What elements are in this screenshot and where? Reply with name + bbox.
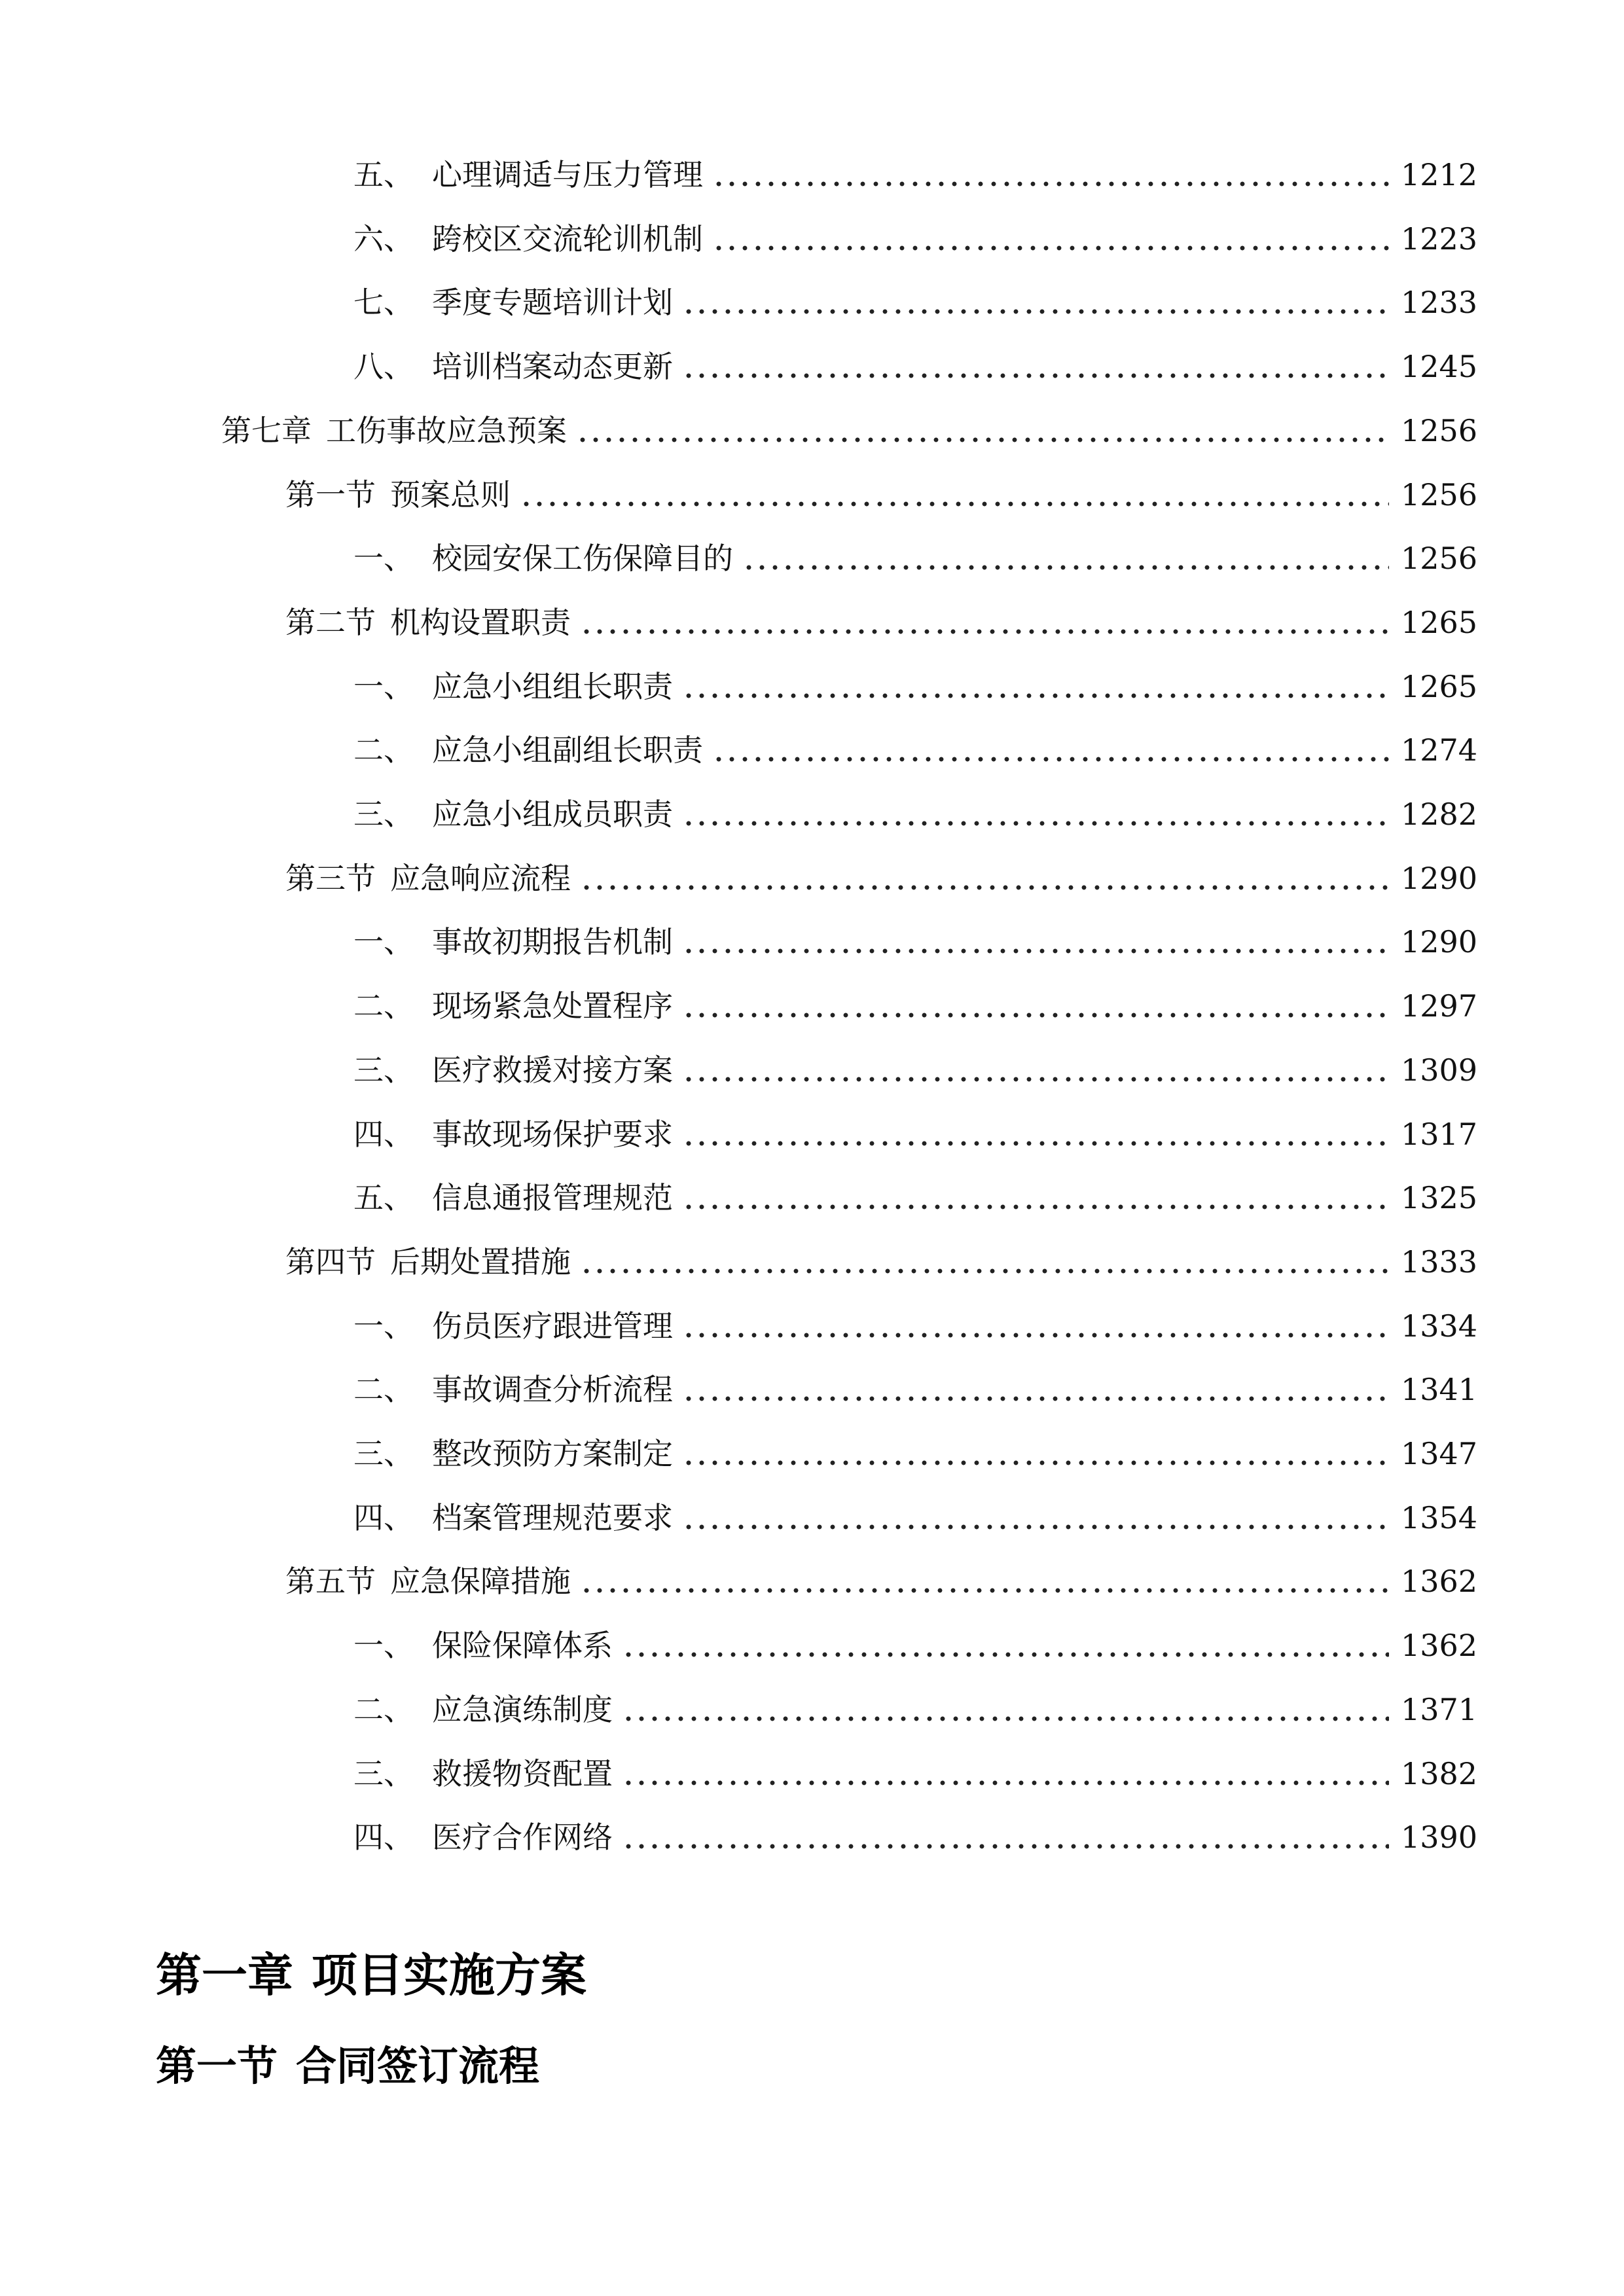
- toc-entry-page: 1371: [1401, 1691, 1478, 1727]
- toc-dot-leader: [682, 1332, 1389, 1338]
- toc-dot-leader: [742, 564, 1389, 571]
- toc-entry-title: 应急小组组长职责: [432, 668, 673, 704]
- toc-dot-leader: [580, 884, 1389, 891]
- toc-dot-leader: [682, 1140, 1389, 1147]
- toc-entry-number: 二、: [353, 1372, 414, 1408]
- toc-dot-leader: [580, 1268, 1389, 1274]
- toc-entry: [353, 1814, 1478, 1860]
- section-title: 合同签订流程: [296, 2042, 540, 2090]
- toc-entry-number: 五、: [353, 1180, 414, 1216]
- toc-entry-page: 1223: [1401, 221, 1478, 257]
- toc-dot-leader: [682, 1395, 1389, 1402]
- toc-entry-number: 一、: [353, 541, 414, 577]
- toc-entry-title: 档案管理规范要求: [432, 1499, 673, 1535]
- toc-entry-title: 现场紧急处置程序: [432, 988, 673, 1024]
- toc-dot-leader: [622, 1715, 1389, 1722]
- toc-entry: [353, 1495, 1478, 1541]
- toc-entry-page: 1265: [1401, 604, 1478, 640]
- toc-entry-page: 1317: [1401, 1116, 1478, 1152]
- toc-dot-leader: [576, 437, 1389, 443]
- toc-entry-title: 校园安保工伤保障目的: [432, 541, 733, 577]
- toc-entry-number: 四、: [353, 1116, 414, 1152]
- toc-entry: [353, 919, 1478, 965]
- toc-entry: [285, 1239, 1478, 1285]
- toc-entry: [353, 152, 1478, 198]
- toc-entry-page: 1290: [1401, 860, 1478, 896]
- toc-entry-title: 救援物资配置: [432, 1755, 613, 1791]
- toc-entry-page: 1212: [1401, 157, 1478, 192]
- section-number: 第一节: [156, 2042, 278, 2090]
- toc-entry-number: 一、: [353, 924, 414, 960]
- toc-dot-leader: [682, 1012, 1389, 1018]
- toc-entry: [353, 1303, 1478, 1349]
- toc-entry: [285, 472, 1478, 518]
- toc-entry-title: 事故初期报告机制: [432, 924, 673, 960]
- toc-dot-leader: [520, 501, 1389, 507]
- toc-dot-leader: [682, 948, 1389, 954]
- toc-entry-page: 1341: [1401, 1372, 1478, 1408]
- toc-dot-leader: [622, 1843, 1389, 1850]
- toc-entry-number: 八、: [353, 349, 414, 385]
- toc-entry-number: 三、: [353, 1436, 414, 1471]
- toc-dot-leader: [622, 1780, 1389, 1786]
- toc-entry-title: 医疗合作网络: [432, 1820, 613, 1856]
- toc-entry-title: 培训档案动态更新: [432, 349, 673, 385]
- toc-dot-leader: [682, 372, 1389, 379]
- toc-entry-title: 机构设置职责: [390, 604, 571, 640]
- toc-entry-title: 心理调适与压力管理: [432, 157, 703, 192]
- toc-entry: [353, 983, 1478, 1029]
- toc-entry: [353, 279, 1478, 325]
- chapter-title: 项目实施方案: [312, 1948, 586, 2002]
- toc-entry: [353, 791, 1478, 837]
- toc-entry: [353, 1431, 1478, 1477]
- toc-entry-page: 1333: [1401, 1244, 1478, 1280]
- toc-entry-number: 第四节: [285, 1244, 376, 1280]
- toc-entry-number: 三、: [353, 797, 414, 832]
- toc-entry: [285, 1558, 1478, 1604]
- toc-entry-title: 后期处置措施: [390, 1244, 571, 1280]
- toc-entry-page: 1282: [1401, 797, 1478, 832]
- toc-entry: [221, 408, 1478, 454]
- toc-entry: [353, 535, 1478, 581]
- toc-entry-page: 1274: [1401, 732, 1478, 768]
- toc-entry: [353, 727, 1478, 773]
- toc-entry-number: 六、: [353, 221, 414, 257]
- toc-entry-title: 预案总则: [390, 476, 511, 512]
- toc-entry-number: 三、: [353, 1052, 414, 1088]
- toc-entry-number: 三、: [353, 1755, 414, 1791]
- toc-entry-title: 应急保障措施: [390, 1564, 571, 1600]
- toc-entry-number: 二、: [353, 732, 414, 768]
- toc-entry-page: 1325: [1401, 1180, 1478, 1216]
- toc-dot-leader: [682, 1460, 1389, 1466]
- toc-entry-number: 第一节: [285, 476, 376, 512]
- toc-dot-leader: [682, 1524, 1389, 1530]
- toc-entry: [353, 1367, 1478, 1412]
- toc-dot-leader: [682, 692, 1389, 699]
- section-heading: [156, 2037, 539, 2096]
- toc-entry-number: 四、: [353, 1820, 414, 1856]
- toc-dot-leader: [682, 1076, 1389, 1083]
- toc-entry-title: 伤员医疗跟进管理: [432, 1308, 673, 1344]
- toc-dot-leader: [712, 756, 1389, 762]
- chapter-number: 第一章: [156, 1948, 293, 2002]
- toc-entry: [353, 1111, 1478, 1157]
- toc-entry: [353, 664, 1478, 709]
- toc-entry-title: 整改预防方案制定: [432, 1436, 673, 1471]
- toc-entry-page: 1290: [1401, 924, 1478, 960]
- toc-entry: [285, 600, 1478, 645]
- toc-entry-number: 一、: [353, 1628, 414, 1664]
- toc-entry: [353, 1687, 1478, 1732]
- toc-entry-number: 第二节: [285, 604, 376, 640]
- toc-entry-number: 第五节: [285, 1564, 376, 1600]
- toc-entry-title: 信息通报管理规范: [432, 1180, 673, 1216]
- toc-entry-page: 1382: [1401, 1755, 1478, 1791]
- toc-entry-number: 二、: [353, 1691, 414, 1727]
- toc-entry-page: 1362: [1401, 1564, 1478, 1600]
- toc-entry-page: 1265: [1401, 668, 1478, 704]
- toc-dot-leader: [622, 1651, 1389, 1658]
- toc-entry-page: 1390: [1401, 1820, 1478, 1856]
- toc-entry-title: 应急演练制度: [432, 1691, 613, 1727]
- toc-entry-page: 1362: [1401, 1628, 1478, 1664]
- toc-entry-title: 季度专题培训计划: [432, 285, 673, 321]
- toc-dot-leader: [580, 628, 1389, 635]
- toc-entry-page: 1297: [1401, 988, 1478, 1024]
- toc-entry-page: 1233: [1401, 285, 1478, 321]
- toc-entry-page: 1354: [1401, 1499, 1478, 1535]
- toc-entry-title: 保险保障体系: [432, 1628, 613, 1664]
- toc-entry: [285, 855, 1478, 901]
- toc-dot-leader: [682, 308, 1389, 315]
- toc-entry-number: 一、: [353, 668, 414, 704]
- toc-entry-title: 应急响应流程: [390, 860, 571, 896]
- toc-entry-title: 应急小组副组长职责: [432, 732, 703, 768]
- toc-entry: [353, 344, 1478, 389]
- toc-entry-number: 二、: [353, 988, 414, 1024]
- toc-entry-page: 1334: [1401, 1308, 1478, 1344]
- toc-entry: [353, 1175, 1478, 1221]
- toc-entry-title: 工伤事故应急预案: [326, 412, 567, 448]
- toc-entry-page: 1347: [1401, 1436, 1478, 1471]
- toc-entry-page: 1256: [1401, 412, 1478, 448]
- toc-entry-number: 一、: [353, 1308, 414, 1344]
- toc-entry-page: 1245: [1401, 349, 1478, 385]
- toc-entry: [353, 1751, 1478, 1797]
- toc-entry-page: 1256: [1401, 541, 1478, 577]
- toc-dot-leader: [580, 1587, 1389, 1594]
- toc-entry-title: 医疗救援对接方案: [432, 1052, 673, 1088]
- toc-entry-title: 跨校区交流轮训机制: [432, 221, 703, 257]
- toc-entry-number: 七、: [353, 285, 414, 321]
- toc-entry-title: 事故现场保护要求: [432, 1116, 673, 1152]
- toc-dot-leader: [682, 820, 1389, 827]
- toc-entry: [353, 1047, 1478, 1093]
- toc-entry-number: 五、: [353, 157, 414, 192]
- toc-dot-leader: [712, 245, 1389, 251]
- toc-entry-title: 应急小组成员职责: [432, 797, 673, 832]
- toc-dot-leader: [712, 181, 1389, 187]
- toc-entry: [353, 216, 1478, 262]
- toc-entry-number: 第七章: [221, 412, 312, 448]
- toc-entry-number: 四、: [353, 1499, 414, 1535]
- toc-dot-leader: [682, 1204, 1389, 1210]
- toc-entry-title: 事故调查分析流程: [432, 1372, 673, 1408]
- toc-entry-page: 1309: [1401, 1052, 1478, 1088]
- chapter-heading: [156, 1943, 586, 2008]
- toc-entry-page: 1256: [1401, 476, 1478, 512]
- toc-entry-number: 第三节: [285, 860, 376, 896]
- toc-entry: [353, 1623, 1478, 1668]
